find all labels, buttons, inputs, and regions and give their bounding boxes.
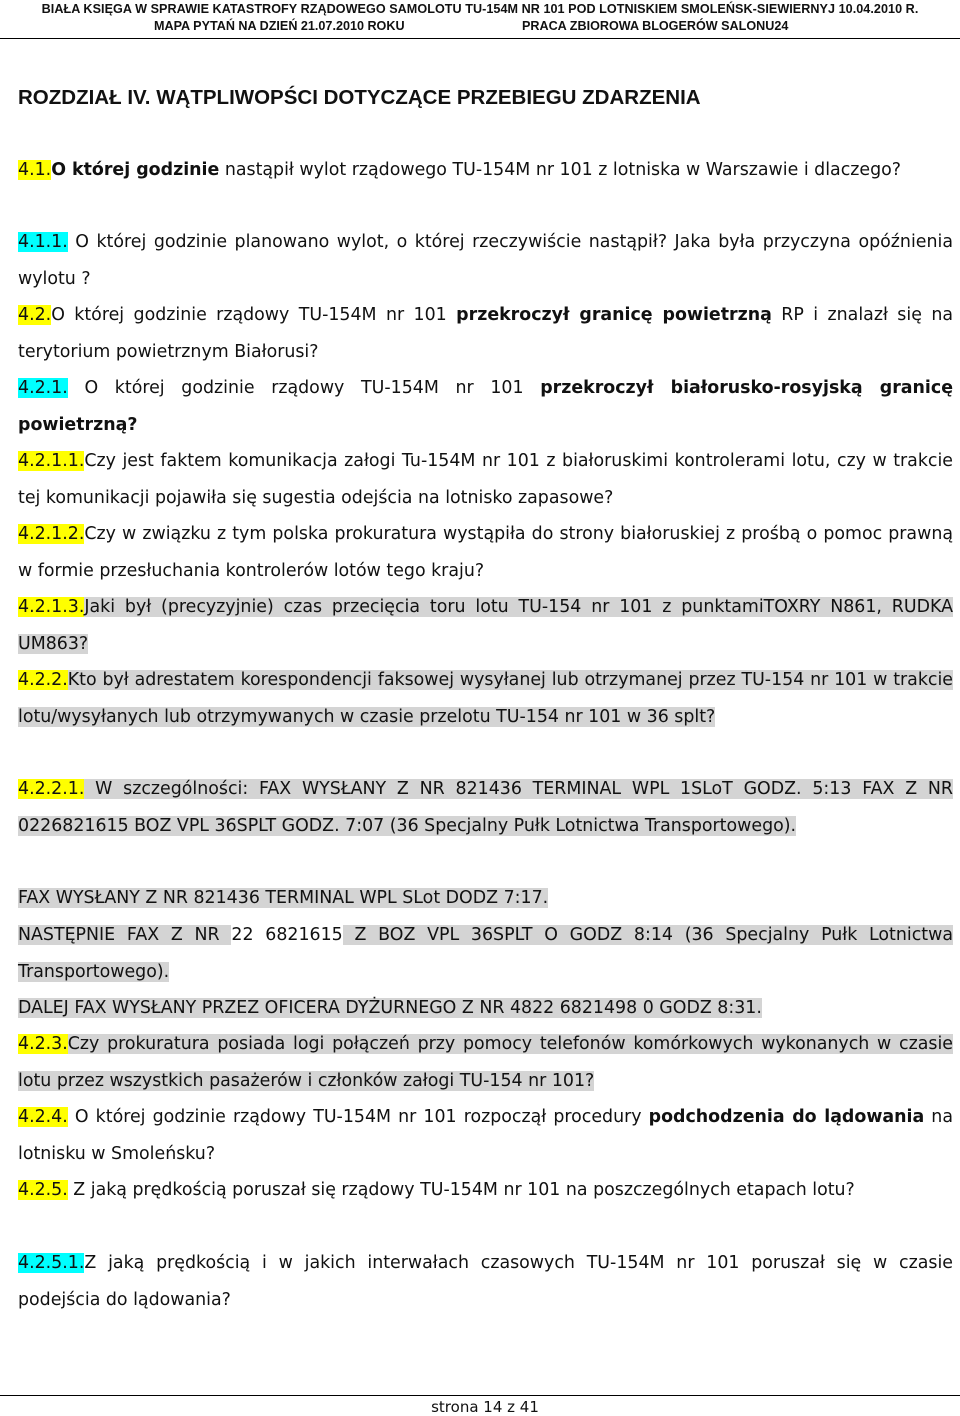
question-4-2	[18, 297, 953, 370]
question-text: O której godzinie rządowy TU-154M nr 101	[51, 305, 457, 325]
question-4-2-1-3	[18, 589, 953, 662]
question-text: W szczególności: FAX WYSŁANY Z NR 821436 TERMINAL WPL 1SLoT GODZ. 5:13 FAX Z NR 0226821615 BOZ VPL 36SPLT GODZ. 7:07 (36 Specjalny Pułk Lotnictwa Transportowego).	[18, 779, 953, 836]
question-4-2-1-2	[18, 516, 953, 589]
fax-text: NASTĘPNIE FAX Z NR	[18, 925, 232, 945]
question-number: 4.2.	[18, 305, 52, 325]
page-footer	[0, 1395, 960, 1414]
question-text: Z jaką prędkością i w jakich interwałach czasowych TU-154M nr 101 poruszał się w czasie podejścia do lądowania?	[18, 1253, 953, 1310]
question-text: Jaki był (precyzyjnie) czas przecięcia toru lotu TU-154 nr 101 z punktamiTOXRY N861, RUDKA UM863?	[18, 597, 953, 654]
question-number: 4.1.1.	[18, 232, 68, 252]
question-text: Czy w związku z tym polska prokuratura wystąpiła do strony białoruskiej z prośbą o pomoc prawną w formie przesłuchania kontrolerów lotów tego kraju?	[18, 524, 953, 581]
header-date: MAPA PYTAŃ NA DZIEŃ 21.07.2010 ROKU	[154, 19, 405, 33]
question-text: nastąpił wylot rządowego TU-154M nr 101 z lotniska w Warszawie i dlaczego?	[219, 160, 902, 180]
fax-number: 22 6821615	[231, 925, 343, 945]
question-text-end: na lotnisku w Smoleńsku?	[18, 1107, 953, 1164]
question-number: 4.2.3.	[18, 1034, 68, 1054]
question-number: 4.2.1.2.	[18, 524, 85, 544]
question-number: 4.2.1.3.	[18, 597, 85, 617]
question-bold-text: przekroczył białorusko-rosyjską granicę powietrzną?	[18, 378, 953, 435]
question-4-2-4	[18, 1099, 953, 1172]
question-number: 4.2.2.1.	[18, 779, 85, 799]
question-bold-text: O której godzinie	[51, 160, 220, 180]
question-number: 4.2.1.	[18, 378, 68, 398]
question-number: 4.2.4.	[18, 1107, 68, 1127]
question-4-2-1	[18, 370, 953, 443]
question-4-2-2-1	[18, 771, 953, 844]
question-4-2-1-1	[18, 443, 953, 516]
fax-text: DALEJ FAX WYSŁANY PRZEZ OFICERA DYŻURNEGO Z NR 4822 6821498 0 GODZ 8:31.	[18, 998, 762, 1018]
page-header	[0, 0, 960, 39]
question-4-2-3	[18, 1026, 953, 1099]
question-4-2-2	[18, 662, 953, 735]
question-number: 4.2.5.	[18, 1180, 68, 1200]
fax-text: FAX WYSŁANY Z NR 821436 TERMINAL WPL SLot DODZ 7:17.	[18, 888, 549, 908]
fax-text-end: Z BOZ VPL 36SPLT O GODZ 8:14 (36 Specjalny Pułk Lotnictwa Transportowego).	[18, 925, 953, 982]
question-4-1	[18, 152, 953, 189]
question-number: 4.2.2.	[18, 670, 68, 690]
question-number: 4.1.	[18, 160, 52, 180]
header-title: BIAŁA KSIĘGA W SPRAWIE KATASTROFY RZĄDOWEGO SAMOLOTU TU-154M NR 101 POD LOTNISKIEM SMOLEŃSK-SIEWIERNYJ 10.04.2010 R.	[41, 2, 919, 16]
fax-entry-3	[18, 917, 953, 990]
question-4-1-1	[18, 224, 953, 297]
question-text: O której godzinie rządowy TU-154M nr 101	[67, 378, 541, 398]
question-4-2-5-1	[18, 1245, 953, 1318]
page-number: strona 14 z 41	[431, 1398, 539, 1416]
question-text: O której godzinie planowano wylot, o której rzeczywiście nastąpił? Jaka była przyczyna opóźnienia wylotu ?	[18, 232, 953, 289]
question-text: Czy prokuratura posiada logi połączeń przy pomocy telefonów komórkowych wykonanych w czasie lotu przez wszystkich pasażerów i członków załogi TU-154 nr 101?	[18, 1034, 953, 1091]
chapter-title: ROZDZIAŁ IV. WĄTPLIWOPŚCI DOTYCZĄCE PRZEBIEGU ZDARZENIA	[18, 86, 701, 109]
question-text-end: RP i znalazł się na terytorium powietrznym Białorusi?	[18, 305, 953, 362]
fax-entry-4	[18, 990, 953, 1027]
question-bold-text: przekroczył granicę powietrzną	[456, 305, 772, 325]
question-4-2-5	[18, 1172, 953, 1209]
question-number: 4.2.5.1.	[18, 1253, 85, 1273]
question-text: Czy jest faktem komunikacja załogi Tu-154M nr 101 z białoruskimi kontrolerami lotu, czy w trakcie tej komunikacji pojawiła się sugestia odejścia na lotnisko zapasowe?	[18, 451, 953, 508]
question-number: 4.2.1.1.	[18, 451, 85, 471]
question-text: O której godzinie rządowy TU-154M nr 101 rozpoczął procedury	[67, 1107, 649, 1127]
question-bold-text: podchodzenia do lądowania	[648, 1107, 925, 1127]
fax-entry-2	[18, 880, 953, 917]
question-text: Z jaką prędkością poruszał się rządowy TU-154M nr 101 na poszczególnych etapach lotu?	[67, 1180, 855, 1200]
question-text: Kto był adrestatem korespondencji faksowej wysyłanej lub otrzymanej przez TU-154 nr 101 w trakcie lotu/wysyłanych lub otrzymywanych w czasie przelotu TU-154 nr 101 w 36 splt?	[18, 670, 953, 727]
header-authors: PRACA ZBIOROWA BLOGERÓW SALONU24	[522, 19, 789, 33]
